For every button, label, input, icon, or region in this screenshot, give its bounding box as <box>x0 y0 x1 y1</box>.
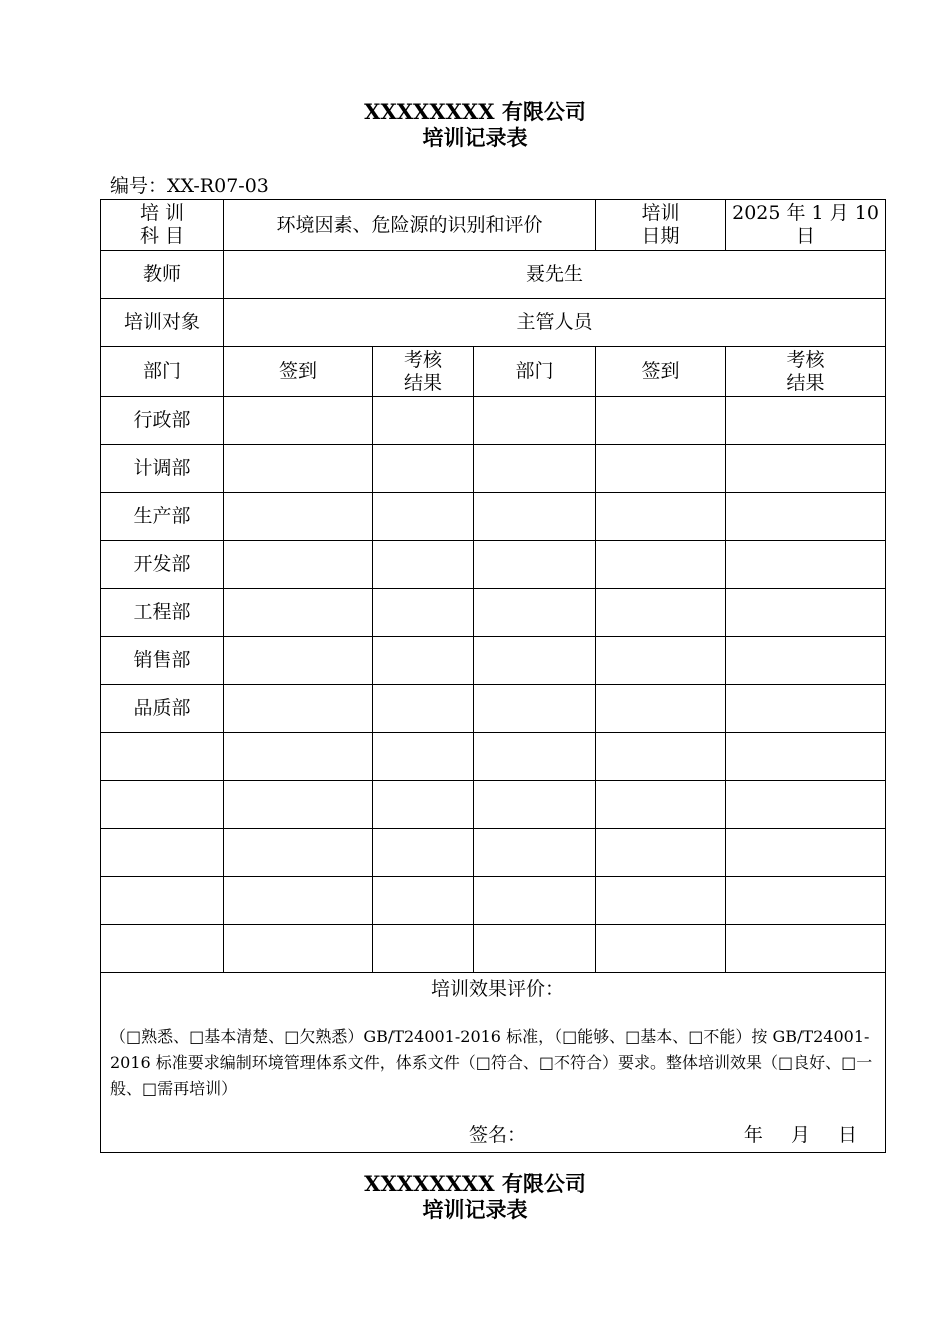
sign-cell <box>596 877 726 925</box>
form-code: 编号：XX-R07-03 <box>110 175 269 197</box>
sign-cell <box>224 733 373 781</box>
result-cell <box>726 397 886 445</box>
department-name <box>101 781 224 829</box>
dept-cell <box>474 397 596 445</box>
column-header-row <box>101 347 886 397</box>
signature-row <box>110 1124 885 1152</box>
dept-cell <box>474 829 596 877</box>
result-cell <box>373 781 474 829</box>
dept-cell <box>474 589 596 637</box>
department-name <box>101 925 224 973</box>
result-cell <box>726 781 886 829</box>
result-cell <box>373 397 474 445</box>
subject-value: 环境因素、危险源的识别和评价 <box>224 200 596 251</box>
result-cell <box>726 829 886 877</box>
evaluation-label: 培训效果评价： <box>431 978 565 1000</box>
date-label <box>596 200 726 251</box>
result-cell <box>726 925 886 973</box>
sign-cell <box>224 637 373 685</box>
department-name <box>101 829 224 877</box>
sign-cell <box>596 397 726 445</box>
col-result-2 <box>726 347 886 397</box>
sign-cell <box>224 829 373 877</box>
col-sign-2: 签到 <box>596 347 726 397</box>
department-name: 行政部 <box>101 397 224 445</box>
result-cell <box>726 541 886 589</box>
evaluation-row <box>101 973 886 1153</box>
department-name: 工程部 <box>101 589 224 637</box>
subject-label-line1: 培 训 <box>139 202 185 224</box>
signature-label: 签名： <box>469 1124 527 1146</box>
col-result-1 <box>373 347 474 397</box>
sign-cell <box>596 829 726 877</box>
department-name: 销售部 <box>101 637 224 685</box>
col-result-1-line1: 考核 <box>403 348 442 371</box>
dept-cell <box>474 685 596 733</box>
date-value: 2025 年 1 月 10 日 <box>726 200 886 251</box>
sign-cell <box>596 445 726 493</box>
department-name: 计调部 <box>101 445 224 493</box>
month-label: 月 <box>790 1124 810 1146</box>
table-row <box>101 877 886 925</box>
target-row <box>101 299 886 347</box>
result-cell <box>726 445 886 493</box>
table-row <box>101 493 886 541</box>
department-name: 品质部 <box>101 685 224 733</box>
department-name: 开发部 <box>101 541 224 589</box>
target-label: 培训对象 <box>101 299 224 347</box>
table-row <box>101 397 886 445</box>
sign-cell <box>224 541 373 589</box>
sign-cell <box>596 781 726 829</box>
signature-date <box>722 1124 857 1146</box>
sign-cell <box>224 445 373 493</box>
result-cell <box>726 877 886 925</box>
department-name <box>101 733 224 781</box>
result-cell <box>373 493 474 541</box>
result-cell <box>726 589 886 637</box>
company-name: XXXXXXXX 有限公司 <box>364 99 586 124</box>
evaluation-text: （□熟悉、□基本清楚、□欠熟悉）GB/T24001-2016 标准，（□能够、□基本、□不能）按 GB/T24001-2016 标准要求编制环境管理体系文件，体系文件（□符合、□不符合）要求。整体培训效果（□良好、□一般、□需再培训） <box>110 1027 873 1098</box>
sign-cell <box>596 685 726 733</box>
table-row <box>101 781 886 829</box>
evaluation-cell <box>101 973 886 1153</box>
table-row <box>101 925 886 973</box>
sign-cell <box>224 685 373 733</box>
result-cell <box>373 733 474 781</box>
dept-cell <box>474 877 596 925</box>
footer-form-title: 培训记录表 <box>422 1197 528 1222</box>
department-rows <box>101 397 886 973</box>
table-row <box>101 445 886 493</box>
sign-cell <box>596 589 726 637</box>
table-row <box>101 733 886 781</box>
form-title: 培训记录表 <box>422 125 528 150</box>
sign-cell <box>596 541 726 589</box>
sign-cell <box>596 493 726 541</box>
result-cell <box>726 637 886 685</box>
department-name: 生产部 <box>101 493 224 541</box>
result-cell <box>373 685 474 733</box>
col-result-1-line2: 结果 <box>403 371 442 394</box>
date-label-line1: 培训 <box>641 202 680 224</box>
dept-cell <box>474 781 596 829</box>
dept-cell <box>474 925 596 973</box>
table-row <box>101 541 886 589</box>
department-name <box>101 877 224 925</box>
col-result-2-line2: 结果 <box>786 371 825 394</box>
footer-company-name: XXXXXXXX 有限公司 <box>364 1171 586 1196</box>
subject-label-line2: 科 目 <box>139 225 185 247</box>
sign-cell <box>224 781 373 829</box>
teacher-value: 聂先生 <box>224 251 886 299</box>
result-cell <box>373 925 474 973</box>
sign-cell <box>224 397 373 445</box>
teacher-row <box>101 251 886 299</box>
result-cell <box>373 445 474 493</box>
sign-cell <box>224 493 373 541</box>
result-cell <box>373 829 474 877</box>
sign-cell <box>224 877 373 925</box>
col-dept-2: 部门 <box>474 347 596 397</box>
sign-cell <box>596 637 726 685</box>
subject-label <box>101 200 224 251</box>
date-label-line2: 日期 <box>641 225 680 247</box>
day-label: 日 <box>838 1124 858 1146</box>
result-cell <box>726 685 886 733</box>
dept-cell <box>474 493 596 541</box>
result-cell <box>373 637 474 685</box>
sign-cell <box>224 925 373 973</box>
col-dept-1: 部门 <box>101 347 224 397</box>
table-row <box>101 829 886 877</box>
training-record-table <box>100 199 886 1153</box>
result-cell <box>726 493 886 541</box>
dept-cell <box>474 541 596 589</box>
table-row <box>101 637 886 685</box>
sign-cell <box>596 925 726 973</box>
result-cell <box>373 541 474 589</box>
year-label: 年 <box>743 1124 763 1146</box>
result-cell <box>373 589 474 637</box>
teacher-label: 教师 <box>101 251 224 299</box>
col-result-2-line1: 考核 <box>786 348 825 371</box>
dept-cell <box>474 733 596 781</box>
dept-cell <box>474 445 596 493</box>
sign-cell <box>596 733 726 781</box>
table-row <box>101 685 886 733</box>
table-row <box>101 589 886 637</box>
col-sign-1: 签到 <box>224 347 373 397</box>
result-cell <box>726 733 886 781</box>
dept-cell <box>474 637 596 685</box>
result-cell <box>373 877 474 925</box>
subject-row <box>101 200 886 251</box>
sign-cell <box>224 589 373 637</box>
target-value: 主管人员 <box>224 299 886 347</box>
